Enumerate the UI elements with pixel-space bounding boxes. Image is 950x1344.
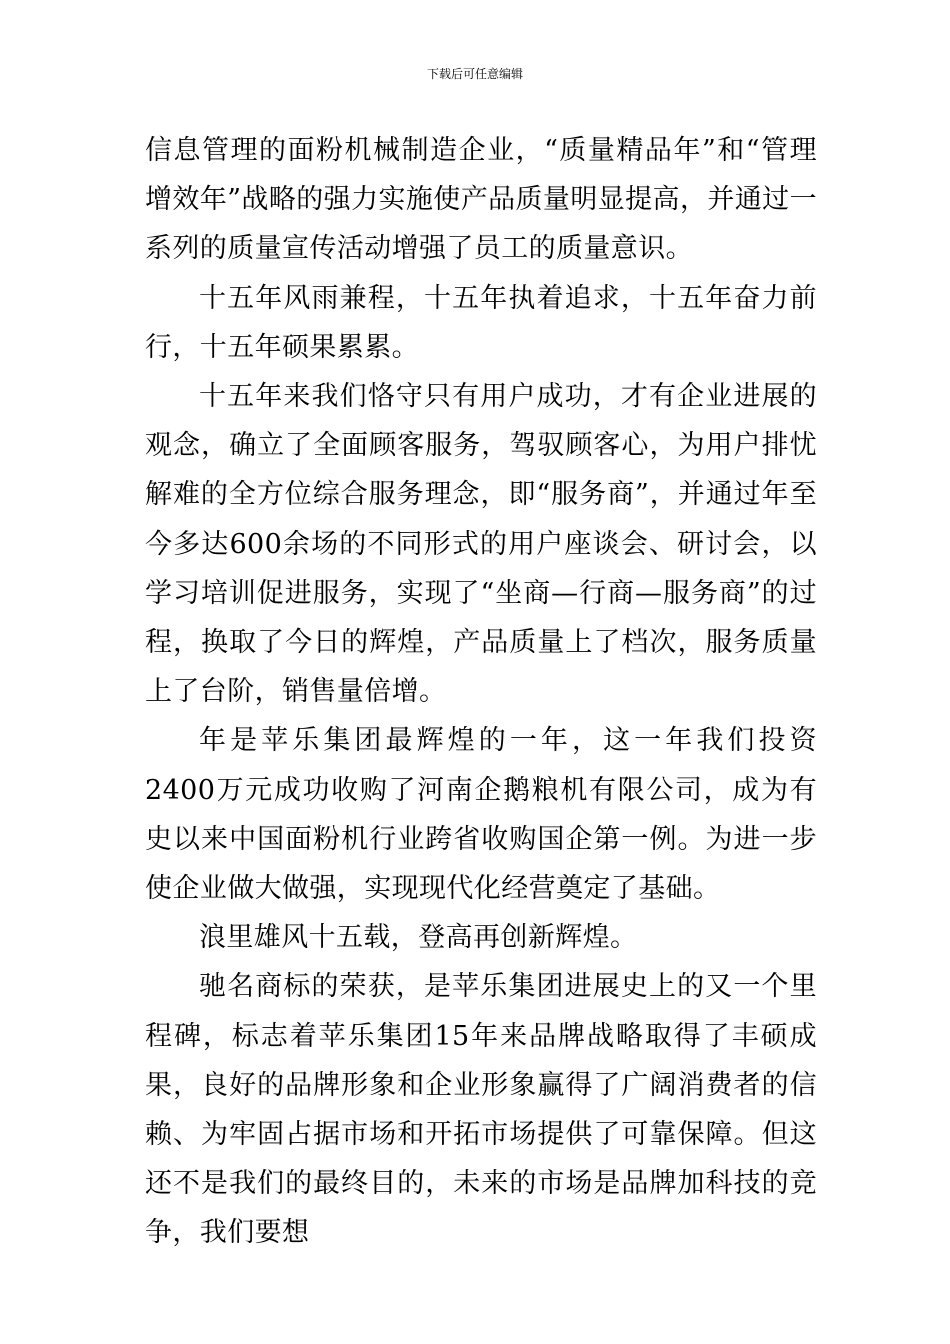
paragraph-4: 年是苹乐集团最辉煌的一年，这一年我们投资2400万元成功收购了河南企鹅粮机有限公司，成为有史以来中国面粉机行业跨省收购国企第一例。为进一步使企业做大做强，实现现代化经营奠定了基础。 bbox=[145, 725, 817, 905]
paragraph-2: 十五年风雨兼程，十五年执着追求，十五年奋力前行，十五年硕果累累。 bbox=[145, 282, 817, 363]
paragraph-1: 信息管理的面粉机械制造企业，“质量精品年”和“管理增效年”战略的强力实施使产品质量明显提高，并通过一系列的质量宣传活动增强了员工的质量意识。 bbox=[145, 135, 817, 265]
document-body bbox=[145, 126, 817, 1258]
paragraph-3: 十五年来我们恪守只有用户成功，才有企业进展的观念，确立了全面顾客服务，驾驭顾客心，为用户排忧解难的全方位综合服务理念，即“服务商”，并通过年至今多达600余场的不同形式的用户座谈会、研讨会，以学习培训促进服务，实现了“坐商—行商—服务商”的过程，换取了今日的辉煌，产品质量上了档次，服务质量上了台阶，销售量倍增。 bbox=[145, 381, 817, 708]
paragraph-6: 驰名商标的荣获，是苹乐集团进展史上的又一个里程碑，标志着苹乐集团15年来品牌战略取得了丰硕成果，良好的品牌形象和企业形象赢得了广阔消费者的信赖、为牢固占据市场和开拓市场提供了可靠保障。但这还不是我们的最终目的，未来的市场是品牌加科技的竞争，我们要想 bbox=[145, 971, 817, 1249]
page-header-note: 下载后可任意编辑 bbox=[426, 67, 523, 81]
paragraph-5: 浪里雄风十五载，登高再创新辉煌。 bbox=[199, 922, 638, 954]
